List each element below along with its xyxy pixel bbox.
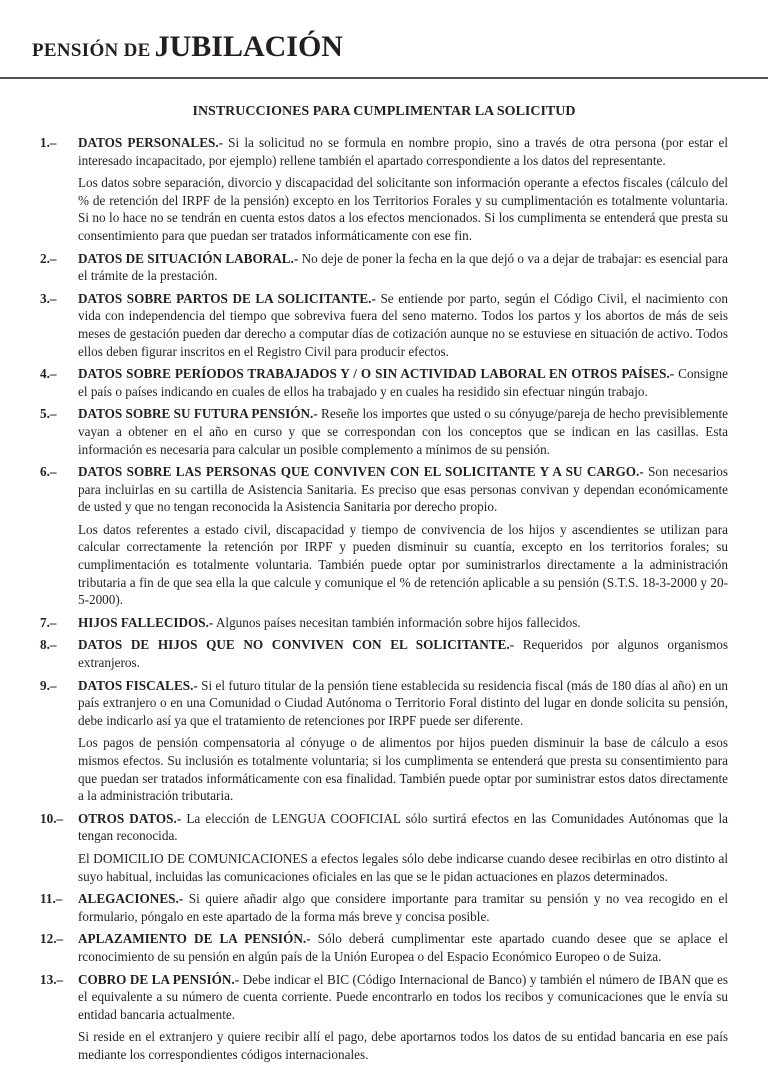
item-text: Debe indicar el BIC (Código Internacional de Banco) y también el número de IBAN que es el equivalente a su número de cuenta corriente. Puede encontrarlo en todos los recibos y comunicaciones que le envía su entidad bancaria actualmente. <box>78 971 728 1022</box>
item-paragraph <box>78 134 728 169</box>
item-lead: DATOS SOBRE PARTOS DE LA SOLICITANTE.- <box>78 290 376 306</box>
instruction-item <box>40 971 728 1064</box>
page-title-prefix: PENSIÓN DE <box>32 40 151 61</box>
item-lead: ALEGACIONES.- <box>78 891 184 907</box>
item-paragraph <box>78 930 728 965</box>
instructions-list <box>40 134 728 1069</box>
item-paragraph <box>78 250 728 285</box>
item-extra-paragraph: Los datos referentes a estado civil, discapacidad y tiempo de convivencia de los hijos y ascendientes se utilizan para calcular correctamente la retención por IRPF y pueden disminuir su cuantía, excepto en los territorios forales; su cumplimentación es totalmente voluntaria. También puede optar por suministrarlos directamente a la administración tributaria a fin de que sea ella la que calcule y comunique el % de retención aplicable a su pensión (S.T.S. 18-3-2000 y 20-5-2000). <box>78 521 728 608</box>
item-extra-paragraph: Los pagos de pensión compensatoria al cónyuge o de alimentos por hijos pueden disminuir la base de cálculo a esos mismos efectos. Su inclusión es totalmente voluntaria; si los cumplimenta se entenderá que presta su consentimiento para que puedan ser tratados informáticamente con esa finalidad. También puede optar por suministrar estos datos directamente a la administración tributaria. <box>78 735 728 804</box>
item-text: Sólo deberá cumplimentar este apartado cuando desee que se aplace el rconocimiento de su pensión en algún país de la Unión Europea o del Espacio Económico Europeo o de Suiza. <box>78 931 729 964</box>
item-paragraph <box>78 971 728 1024</box>
instruction-item <box>40 614 728 632</box>
item-text: Son necesarios para incluirlas en su cartilla de Asistencia Sanitaria. Es preciso que esas personas convivan y dependan económicamente de usted y que no tengan reconocida la Asistencia Sanitaria por derecho propio. <box>78 464 728 515</box>
item-number: 5.– <box>40 406 57 422</box>
item-number: 4.– <box>40 366 57 382</box>
instruction-item <box>40 636 728 671</box>
item-lead: DATOS SOBRE SU FUTURA PENSIÓN.- <box>78 406 318 422</box>
item-paragraph <box>78 365 728 400</box>
instruction-item <box>40 290 728 360</box>
item-lead: DATOS SOBRE PERÍODOS TRABAJADOS Y / O SIN ACTIVIDAD LABORAL EN OTROS PAÍSES.- <box>78 366 675 382</box>
instructions-heading: INSTRUCCIONES PARA CUMPLIMENTAR LA SOLICITUD <box>192 104 576 119</box>
item-number: 8.– <box>40 637 57 653</box>
item-number: 11.– <box>40 891 63 907</box>
item-number: 1.– <box>40 135 57 150</box>
item-lead: COBRO DE LA PENSIÓN.- <box>78 971 240 987</box>
item-paragraph <box>78 290 728 360</box>
item-number: 2.– <box>40 250 57 266</box>
item-lead: APLAZAMIENTO DE LA PENSIÓN.- <box>78 931 311 947</box>
item-paragraph <box>78 463 728 516</box>
instruction-item <box>40 677 728 805</box>
item-extra-paragraph: Si reside en el extranjero y quiere recibir allí el pago, debe aportarnos todos los datos de su entidad bancaria en ese país mediante los correspondientes códigos internacionales. <box>78 1029 728 1062</box>
page-title-main: JUBILACIÓN <box>154 30 343 63</box>
item-lead: DATOS PERSONALES.- <box>78 135 224 150</box>
instruction-item <box>40 250 728 285</box>
item-paragraph <box>78 810 728 845</box>
header-divider <box>0 77 768 79</box>
item-text: Si la solicitud no se formula en nombre propio, sino a través de otra persona (por estar el interesado incapacitado, por ejemplo) rellene también el apartado correspondiente a los datos del representante. <box>78 135 728 168</box>
item-extra-paragraph: El DOMICILIO DE COMUNICACIONES a efectos legales sólo debe indicarse cuando desee recibirlas en otro distinto al suyo habitual, incluidas las comunicaciones oficiales en las que se le pidan actuaciones en plazos determinados. <box>78 850 728 884</box>
item-number: 7.– <box>40 614 57 630</box>
instruction-item <box>40 405 728 458</box>
item-text: Se entiende por parto, según el Código Civil, el nacimiento con vida con independencia del tiempo que sobreviva fuera del seno materno. Todos los partos y los abortos de más de seis meses de gestación pueden dar derecho a computar días de cotización aunque no se estuviese en situación de activo. Todos ellos deben figurar inscritos en el Registro Civil para producir efectos. <box>78 290 728 359</box>
item-lead: DATOS SOBRE LAS PERSONAS QUE CONVIVEN CON EL SOLICITANTE Y A SU CARGO.- <box>78 464 644 480</box>
instruction-item <box>40 810 728 885</box>
instruction-item <box>40 930 728 965</box>
item-text: No deje de poner la fecha en la que dejó o va a dejar de trabajar: es esencial para el trámite de la prestación. <box>78 250 728 284</box>
instruction-item <box>40 890 728 925</box>
item-number: 12.– <box>40 931 64 947</box>
item-lead: DATOS DE SITUACIÓN LABORAL.- <box>78 250 299 266</box>
item-number: 6.– <box>40 464 57 480</box>
item-lead: OTROS DATOS.- <box>78 810 182 826</box>
item-paragraph <box>78 890 728 925</box>
item-text: Reseñe los importes que usted o su cónyuge/pareja de hecho previsiblemente vayan a obtener en el año en curso y que se correspondan con los conceptos que se indican en las casillas. Esta información es necesaria para calcular un posible complemento a mínimos de su pensión. <box>78 406 728 457</box>
item-text: Consigne el país o países indicando en cuales de ellos ha trabajado y en cuales ha residido sin efectuar ningún trabajo. <box>78 366 728 399</box>
item-number: 9.– <box>40 677 57 693</box>
page-title <box>32 30 343 64</box>
item-number: 10.– <box>40 810 64 826</box>
item-number: 3.– <box>40 290 57 306</box>
item-number: 13.– <box>40 971 64 987</box>
item-paragraph <box>78 677 728 730</box>
item-text: Requeridos por algunos organismos extranjeros. <box>78 637 728 671</box>
item-paragraph <box>78 405 728 458</box>
item-text: Algunos países necesitan también información sobre hijos fallecidos. <box>213 614 581 630</box>
item-lead: DATOS DE HIJOS QUE NO CONVIVEN CON EL SOLICITANTE.- <box>78 637 515 653</box>
item-text: La elección de LENGUA COOFICIAL sólo surtirá efectos en las Comunidades Autónomas que la tengan reconocida. <box>78 810 728 844</box>
item-text: Si el futuro titular de la pensión tiene establecida su residencia fiscal (más de 180 días al año) en un país extranjero o en una Comunidad o Ciudad Autónoma o Territorio Foral distinto del lugar en donde solicita su pensión, debe indicarlo así ya que el tratamiento de retenciones por IRPF puede ser diferente. <box>78 677 729 728</box>
instruction-item <box>40 134 728 245</box>
item-paragraph <box>78 614 728 632</box>
instruction-item <box>40 365 728 400</box>
instruction-item <box>40 463 728 609</box>
item-extra-paragraph: Los datos sobre separación, divorcio y discapacidad del solicitante son información operante a efectos fiscales (cálculo del % de retención del IRPF de la pensión) excepto en los Territorios Forales y su cumplimentación es totalmente voluntaria. Si no lo hace no se tendrán en cuenta estos datos a los efectos mencionados. Si los cumplimenta se entenderá que presta su consentimiento para que puedan ser tratados informáticamente con ese fin. <box>78 175 728 243</box>
item-lead: DATOS FISCALES.- <box>78 677 198 693</box>
item-text: Si quiere añadir algo que considere importante para tramitar su pensión y no vea recogido en el formulario, póngalo en este apartado de la forma más breve y concisa posible. <box>78 891 728 924</box>
item-lead: HIJOS FALLECIDOS.- <box>78 614 214 630</box>
item-paragraph <box>78 636 728 671</box>
